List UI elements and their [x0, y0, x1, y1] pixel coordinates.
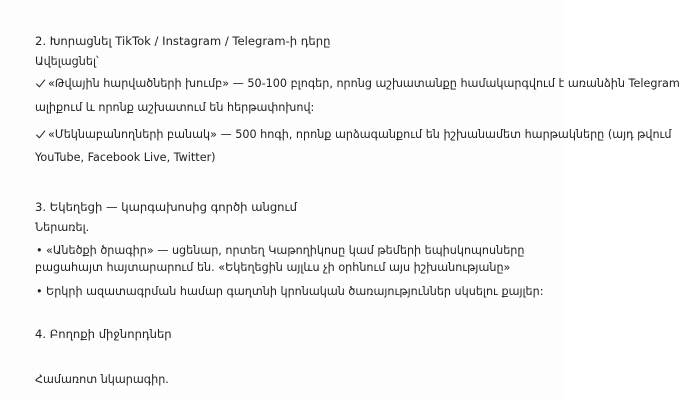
section-4-heading: 4. Բողոքի միջնորդներ: [35, 327, 172, 341]
section-3-bullet-1-line-2: բացահայտ հայտարարում են. «Եկեղեցին այլևս չի օրհնում այս իշխանությանը»: [35, 261, 511, 274]
section-3-bullet-2-text: Երկրի ազատագրման համար գաղտնի կրոնական ծառայություններ սկսելու քայլեր:: [46, 285, 544, 298]
section-2-item-2-line-1: [35, 129, 672, 142]
section-2-item-1-line-2: ալիքում և որոնք աշխատում են հերթափոխով:: [35, 101, 315, 114]
section-3-bullet-2: [36, 286, 544, 299]
check-icon: [35, 78, 46, 89]
section-2-heading: 2. Խորացնել TikTok / Instagram / Telegram-ի դերը: [35, 34, 331, 48]
section-3-bullet-1-text-1: «Անեծքի ծրագիր» — սցենար, որտեղ Կաթողիկոսը կամ թեմերի եպիսկոպոսները: [46, 244, 525, 257]
check-icon: [35, 129, 46, 140]
footer-text: Համառոտ նկարագիր.: [35, 373, 169, 386]
bullet-icon: •: [36, 244, 43, 257]
section-3-heading: 3. Եկեղեցի — կարգախոսից գործի անցում: [35, 200, 297, 214]
bullet-icon: •: [36, 285, 43, 298]
section-2-item-2-text-1: «Մեկնաբանողների բանակ» — 500 հոգի, որոնք արձագանքում են իշխանամետ հարթակները (այդ թվում: [48, 128, 672, 141]
section-3-intro: Ներառել.: [35, 221, 90, 234]
section-3-bullet-1-line-1: [36, 245, 524, 258]
section-2-intro: Ավելացնել՝: [35, 55, 99, 68]
section-2-item-2-line-2: YouTube, Facebook Live, Twitter): [35, 151, 216, 164]
section-2-item-1-line-1: [35, 78, 680, 91]
section-2-item-1-text-1: «Թվային հարվածների խումբ» — 50-100 բլոգեր, որոնց աշխատանքը համակարգվում է առանձին Telegram: [48, 77, 680, 90]
